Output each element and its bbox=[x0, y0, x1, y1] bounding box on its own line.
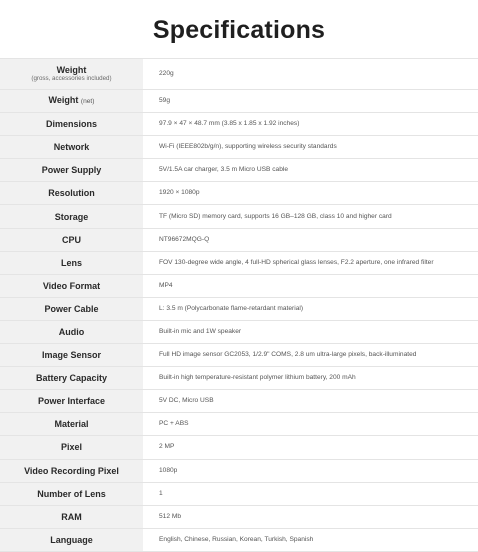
spec-value: L: 3.5 m (Polycarbonate flame-retardant material) bbox=[143, 297, 478, 320]
spec-row bbox=[0, 59, 478, 90]
spec-value: 512 Mb bbox=[143, 505, 478, 528]
spec-row bbox=[0, 274, 478, 297]
spec-value: 1920 × 1080p bbox=[143, 182, 478, 205]
spec-label-cell bbox=[0, 90, 143, 113]
spec-row bbox=[0, 482, 478, 505]
spec-label: Weight bbox=[56, 65, 87, 75]
spec-label: Dimensions bbox=[45, 119, 97, 130]
spec-row bbox=[0, 413, 478, 436]
spec-label: Material bbox=[54, 419, 89, 430]
spec-row bbox=[0, 505, 478, 528]
spec-label-cell bbox=[0, 413, 143, 436]
spec-label: RAM bbox=[61, 511, 82, 522]
spec-value: 1080p bbox=[143, 459, 478, 482]
spec-label: Language bbox=[50, 534, 93, 545]
spec-label-cell bbox=[0, 182, 143, 205]
spec-value: English, Chinese, Russian, Korean, Turkish, Spanish bbox=[143, 528, 478, 551]
spec-label-cell bbox=[0, 228, 143, 251]
spec-label-cell bbox=[0, 436, 143, 459]
spec-row bbox=[0, 436, 478, 459]
spec-label-cell bbox=[0, 205, 143, 228]
spec-value: Built-in mic and 1W speaker bbox=[143, 320, 478, 343]
spec-value: NT96672MQG-Q bbox=[143, 228, 478, 251]
spec-label-cell bbox=[0, 251, 143, 274]
spec-row bbox=[0, 528, 478, 551]
spec-label-cell bbox=[0, 459, 143, 482]
spec-value: 220g bbox=[143, 59, 478, 90]
spec-value: 59g bbox=[143, 90, 478, 113]
spec-row bbox=[0, 90, 478, 113]
spec-row bbox=[0, 159, 478, 182]
spec-label: CPU bbox=[61, 234, 81, 245]
spec-row bbox=[0, 320, 478, 343]
spec-row bbox=[0, 367, 478, 390]
spec-label-cell bbox=[0, 274, 143, 297]
spec-row bbox=[0, 459, 478, 482]
spec-value: Wi-Fi (IEEE802b/g/n), supporting wireless security standards bbox=[143, 136, 478, 159]
spec-label-cell bbox=[0, 59, 143, 90]
spec-value: 1 bbox=[143, 482, 478, 505]
spec-label: Battery Capacity bbox=[35, 373, 108, 384]
spec-label: Network bbox=[53, 142, 90, 153]
spec-label-cell bbox=[0, 113, 143, 136]
spec-value: Full HD image sensor GC2053, 1/2.9" COMS, 2.8 um ultra-large pixels, back-illuminated bbox=[143, 344, 478, 367]
spec-value: Built-in high temperature-resistant polymer lithium battery, 200 mAh bbox=[143, 367, 478, 390]
spec-value: 5V DC, Micro USB bbox=[143, 390, 478, 413]
spec-label: Image Sensor bbox=[41, 350, 102, 361]
spec-label-cell bbox=[0, 320, 143, 343]
spec-row bbox=[0, 136, 478, 159]
spec-label-cell bbox=[0, 159, 143, 182]
spec-value: MP4 bbox=[143, 274, 478, 297]
spec-row bbox=[0, 390, 478, 413]
spec-label: Power Cable bbox=[44, 303, 99, 314]
spec-label: Storage bbox=[54, 211, 89, 222]
spec-value: TF (Micro SD) memory card, supports 16 GB–128 GB, class 10 and higher card bbox=[143, 205, 478, 228]
spec-label-cell bbox=[0, 390, 143, 413]
spec-value: PC + ABS bbox=[143, 413, 478, 436]
spec-label: Video Recording Pixel bbox=[24, 465, 119, 476]
spec-label: Power Supply bbox=[41, 165, 102, 176]
spec-label: Resolution bbox=[48, 188, 95, 199]
spec-label-cell bbox=[0, 367, 143, 390]
spec-label-cell bbox=[0, 505, 143, 528]
spec-label: Pixel bbox=[60, 442, 82, 453]
spec-row bbox=[0, 228, 478, 251]
spec-value: 2 MP bbox=[143, 436, 478, 459]
specifications-table bbox=[0, 58, 478, 552]
spec-label-cell bbox=[0, 528, 143, 551]
page-title: Specifications bbox=[152, 15, 326, 44]
spec-value: 5V/1.5A car charger, 3.5 m Micro USB cable bbox=[143, 159, 478, 182]
spec-label-cell bbox=[0, 136, 143, 159]
spec-row bbox=[0, 113, 478, 136]
spec-row bbox=[0, 205, 478, 228]
spec-value: 97.9 × 47 × 48.7 mm (3.85 x 1.85 x 1.92 inches) bbox=[143, 113, 478, 136]
spec-value: FOV 130-degree wide angle, 4 full-HD spherical glass lenses, F2.2 aperture, one infrared filter bbox=[143, 251, 478, 274]
spec-label-cell bbox=[0, 297, 143, 320]
spec-label: Audio bbox=[58, 326, 85, 337]
spec-row bbox=[0, 182, 478, 205]
spec-row bbox=[0, 251, 478, 274]
spec-row bbox=[0, 344, 478, 367]
spec-label: Video Format bbox=[42, 280, 101, 291]
spec-label-cell bbox=[0, 482, 143, 505]
spec-label: Weight bbox=[48, 95, 79, 106]
spec-label: Power Interface bbox=[37, 396, 106, 407]
spec-label: Lens bbox=[60, 257, 82, 268]
specifications-table-body bbox=[0, 59, 478, 552]
spec-label-cell bbox=[0, 344, 143, 367]
spec-label-note: (gross, accessories included) bbox=[31, 75, 112, 82]
spec-row bbox=[0, 297, 478, 320]
spec-label: Number of Lens bbox=[37, 488, 106, 499]
spec-label-suffix: (net) bbox=[80, 98, 95, 106]
